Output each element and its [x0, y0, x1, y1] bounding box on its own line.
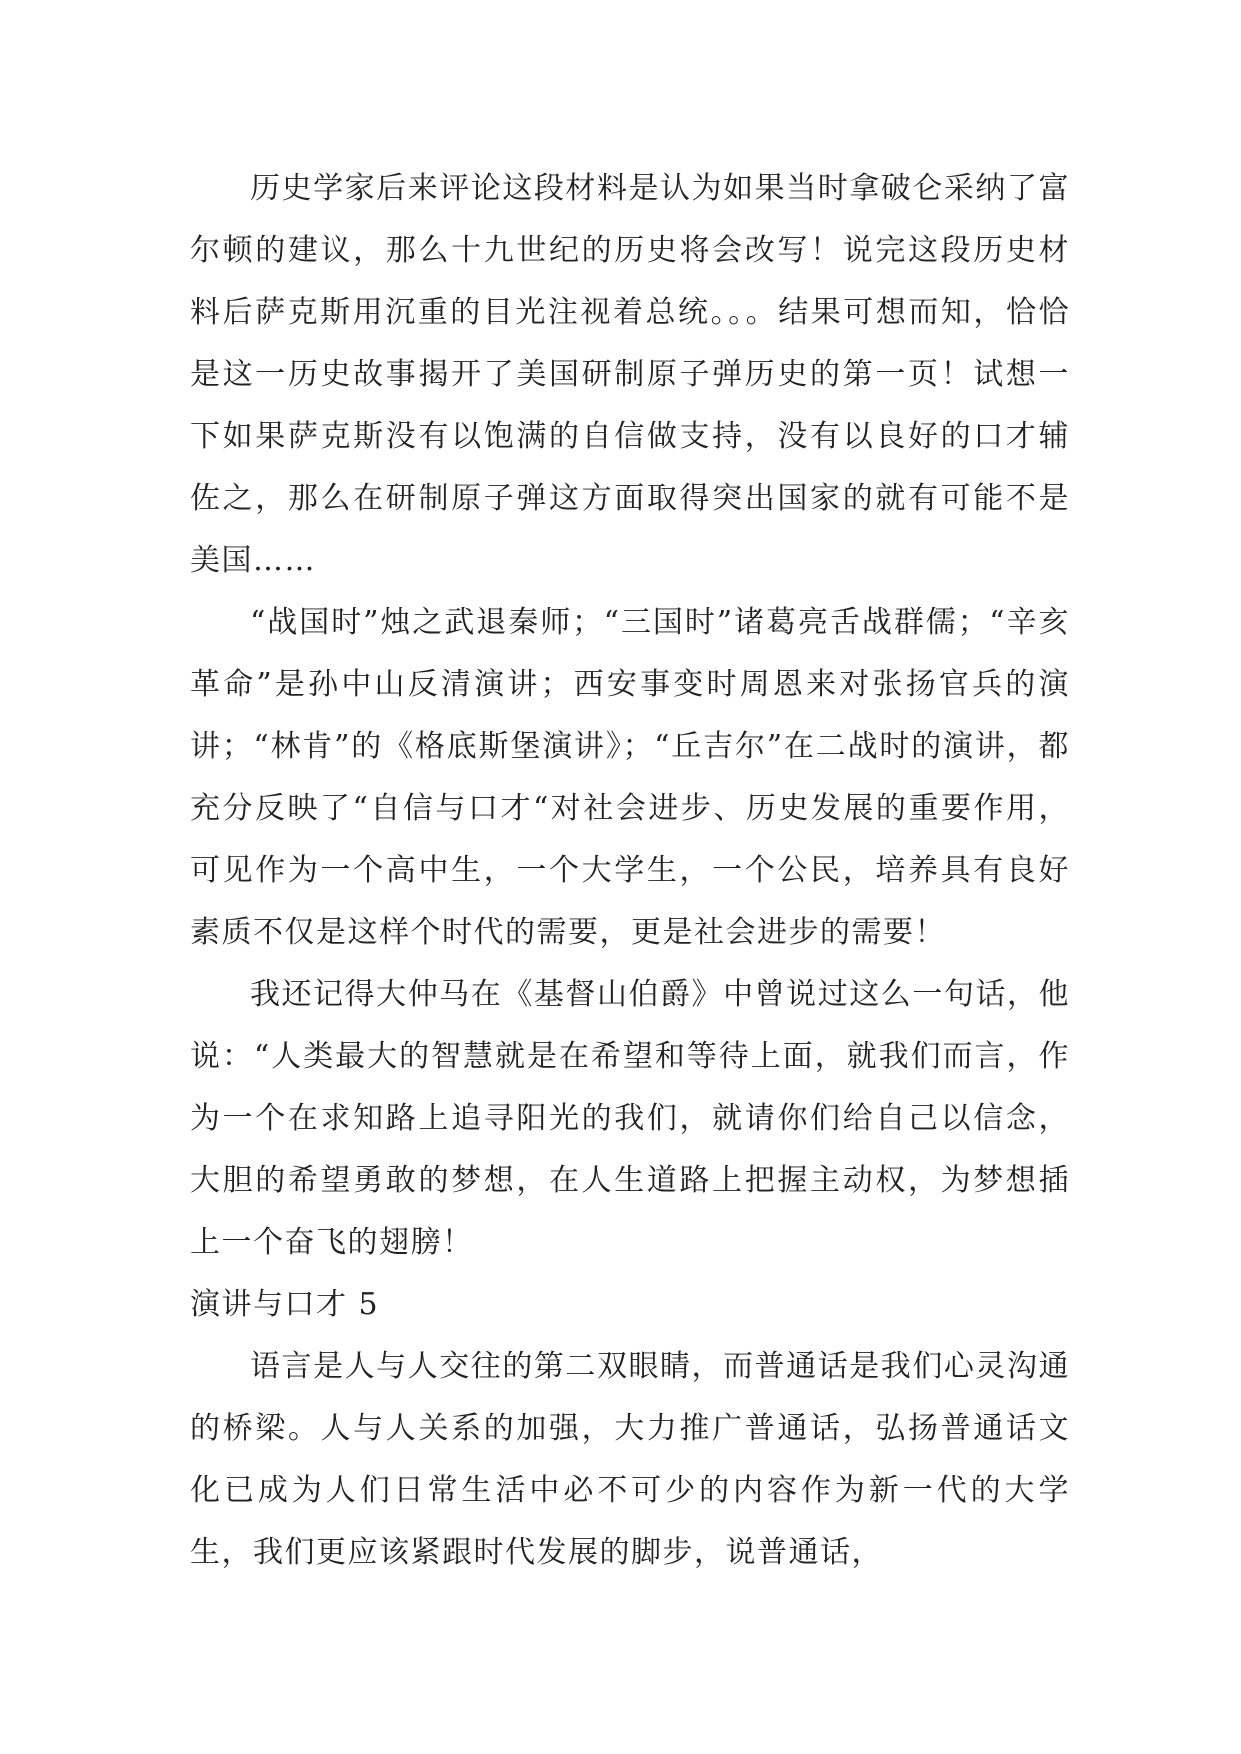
- paragraph-historical-speeches: “战国时”烛之武退秦师；“三国时”诸葛亮舌战群儒；“辛亥革命”是孙中山反清演讲；西安事变时周恩来对张扬官兵的演讲；“林肯”的《格底斯堡演讲》；“丘吉尔”在二战时的演讲，都充分反映了“自信与口才“对社会进步、历史发展的重要作用，可见作为一个高中生，一个大学生，一个公民，培养具有良好素质不仅是这样个时代的需要，更是社会进步的需要！: [190, 605, 1070, 950]
- document-body: [190, 158, 1070, 1584]
- paragraph-history-materials: 历史学家后来评论这段材料是认为如果当时拿破仑采纳了富尔顿的建议，那么十九世纪的历史将会改写！说完这段历史材料后萨克斯用沉重的目光注视着总统。。。结果可想而知，恰恰是这一历史故事揭开了美国研制原子弹历史的第一页！试想一下如果萨克斯没有以饱满的自信做支持，没有以良好的口才辅佐之，那么在研制原子弹这方面取得突出国家的就有可能不是美国……: [190, 171, 1070, 578]
- section-heading: 演讲与口才 5: [190, 1287, 380, 1322]
- paragraph-dumas-quote: 我还记得大仲马在《基督山伯爵》中曾说过这么一句话，他说：“人类最大的智慧就是在希望和等待上面，就我们而言，作为一个在求知路上追寻阳光的我们，就请你们给自己以信念，大胆的希望勇敢的梦想，在人生道路上把握主动权，为梦想插上一个奋飞的翅膀！: [190, 977, 1070, 1260]
- paragraph-mandarin: 语言是人与人交往的第二双眼睛，而普通话是我们心灵沟通的桥梁。人与人关系的加强，大力推广普通话，弘扬普通话文化已成为人们日常生活中必不可少的内容作为新一代的大学生，我们更应该紧跟时代发展的脚步，说普通话，: [190, 1349, 1070, 1570]
